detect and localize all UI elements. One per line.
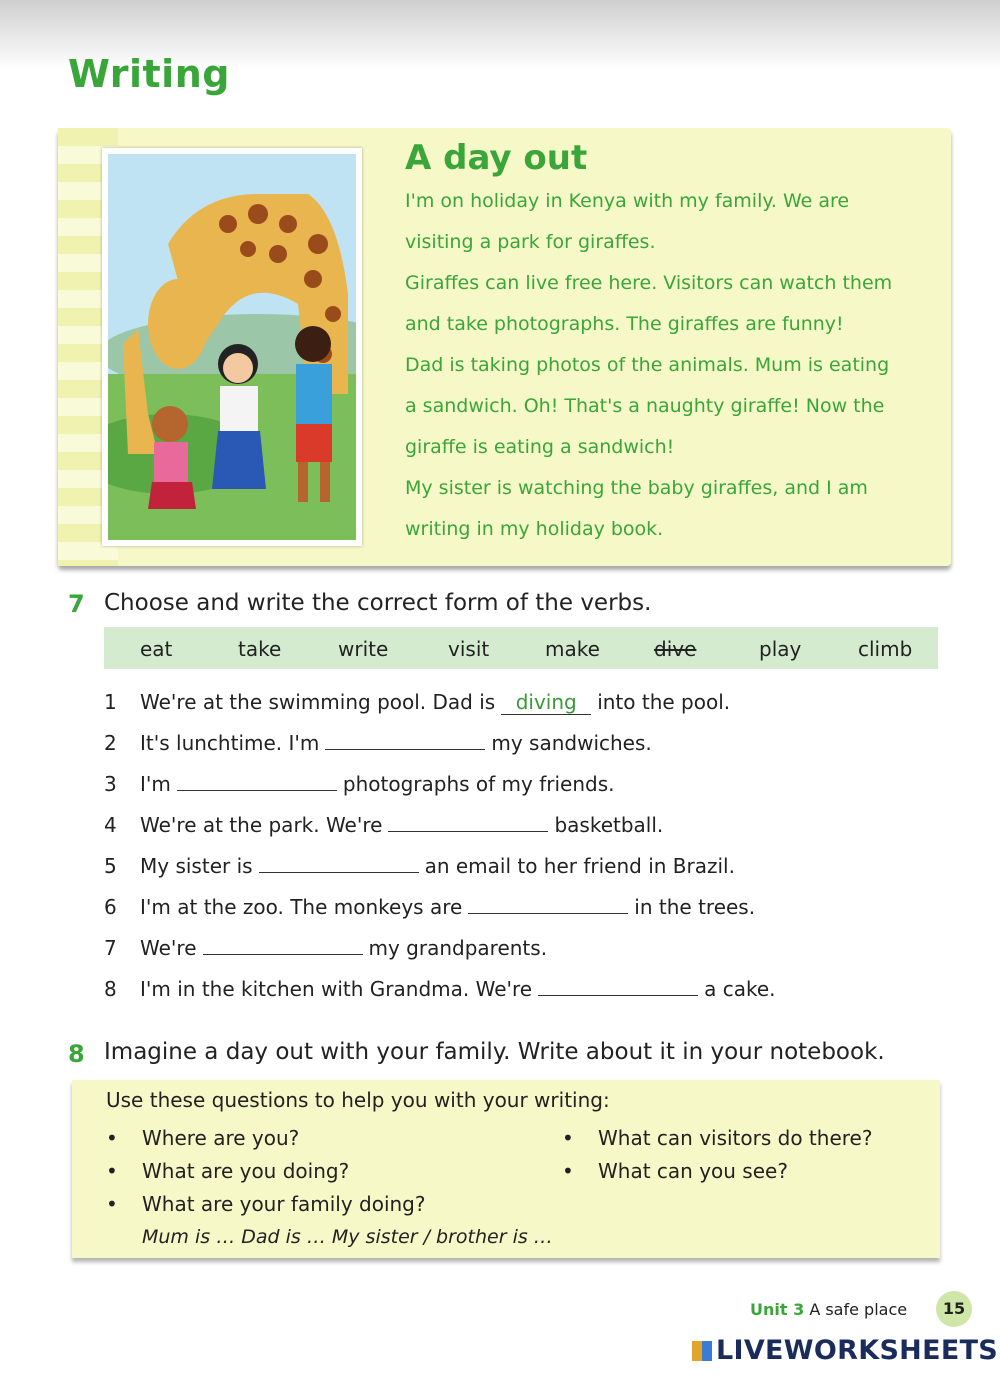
- answer-field[interactable]: [177, 772, 337, 791]
- answer-field[interactable]: [538, 977, 698, 996]
- question-text-after: my grandparents.: [368, 936, 548, 960]
- word-bank-item: climb: [858, 637, 913, 661]
- question-text: I'm: [140, 772, 171, 796]
- story-line: writing in my holiday book.: [405, 518, 664, 540]
- question-text-after: a cake.: [704, 977, 776, 1001]
- answer-field[interactable]: [325, 731, 485, 750]
- page-number: 15: [936, 1291, 972, 1327]
- question-text: I'm in the kitchen with Grandma. We're: [140, 977, 533, 1001]
- writing-help-box: [72, 1080, 940, 1258]
- example-sentence: Mum is … Dad is … My sister / brother is …: [142, 1226, 553, 1248]
- story-line: visiting a park for giraffes.: [405, 231, 656, 253]
- question-row: [104, 895, 755, 919]
- story-line: and take photographs. The giraffes are funny!: [405, 313, 844, 335]
- word-bank-item: eat: [140, 637, 173, 661]
- exercise-7-number: 7: [68, 590, 85, 618]
- question-number: 1: [104, 690, 117, 714]
- logo-icon: [692, 1341, 712, 1361]
- giraffe-illustration: [102, 148, 362, 546]
- answer-field[interactable]: [203, 936, 363, 955]
- giraffe-park-picture: [108, 154, 356, 540]
- question-text-after: photographs of my friends.: [342, 772, 615, 796]
- answer-field[interactable]: [259, 854, 419, 873]
- word-bank: [104, 627, 938, 669]
- unit-label: Unit 3 A safe place: [750, 1300, 908, 1319]
- question-number: 7: [104, 936, 117, 960]
- word-bank-item: visit: [448, 637, 490, 661]
- question-text: My sister is: [140, 854, 253, 878]
- story-line: a sandwich. Oh! That's a naughty giraffe! Now the: [405, 395, 885, 417]
- question-row: [104, 854, 735, 878]
- help-question: • What are you doing?: [106, 1159, 350, 1183]
- story-line: Giraffes can live free here. Visitors can watch them: [405, 272, 893, 294]
- question-text-after: my sandwiches.: [491, 731, 652, 755]
- question-text-after: basketball.: [554, 813, 664, 837]
- answer-field[interactable]: [468, 895, 628, 914]
- question-number: 4: [104, 813, 117, 837]
- help-intro: Use these questions to help you with your writing:: [106, 1088, 610, 1112]
- question-number: 2: [104, 731, 117, 755]
- question-row: [104, 936, 547, 960]
- question-number: 8: [104, 977, 117, 1001]
- question-number: 3: [104, 772, 117, 796]
- page-heading: Writing: [68, 52, 230, 96]
- question-number: 6: [104, 895, 117, 919]
- answer-field[interactable]: [388, 813, 548, 832]
- liveworksheets-logo: LIVEWORKSHEETS: [692, 1335, 998, 1366]
- story-line: giraffe is eating a sandwich!: [405, 436, 675, 458]
- question-row: [104, 813, 663, 837]
- question-text: We're at the park. We're: [140, 813, 383, 837]
- question-text-after: into the pool.: [597, 690, 731, 714]
- question-text-after: an email to her friend in Brazil.: [424, 854, 735, 878]
- question-row: [104, 772, 614, 796]
- exercise-7-instruction: Choose and write the correct form of the verbs.: [104, 590, 652, 616]
- word-bank-item-used: dive: [654, 637, 697, 661]
- question-text: I'm at the zoo. The monkeys are: [140, 895, 463, 919]
- question-row: [104, 690, 730, 715]
- exercise-8-instruction: Imagine a day out with your family. Write about it in your notebook.: [104, 1039, 885, 1065]
- word-bank-item: write: [338, 637, 389, 661]
- question-text: It's lunchtime. I'm: [140, 731, 320, 755]
- story-line: My sister is watching the baby giraffes, and I am: [405, 477, 868, 499]
- word-bank-item: make: [545, 637, 600, 661]
- question-text: We're at the swimming pool. Dad is: [140, 690, 496, 714]
- answer-field[interactable]: diving: [501, 690, 591, 715]
- exercise-8-number: 8: [68, 1040, 85, 1068]
- story-title: A day out: [405, 138, 588, 178]
- question-text: We're: [140, 936, 197, 960]
- help-question: • What are your family doing?: [106, 1192, 426, 1216]
- word-bank-item: take: [238, 637, 282, 661]
- story-line: Dad is taking photos of the animals. Mum is eating: [405, 354, 890, 376]
- reading-panel: [58, 128, 951, 566]
- story-line: I'm on holiday in Kenya with my family. We are: [405, 190, 850, 212]
- help-question: • What can you see?: [562, 1159, 788, 1183]
- question-row: [104, 977, 776, 1001]
- question-row: [104, 731, 652, 755]
- help-question: • What can visitors do there?: [562, 1126, 873, 1150]
- help-question: • Where are you?: [106, 1126, 300, 1150]
- question-number: 5: [104, 854, 117, 878]
- word-bank-item: play: [759, 637, 802, 661]
- question-text-after: in the trees.: [634, 895, 756, 919]
